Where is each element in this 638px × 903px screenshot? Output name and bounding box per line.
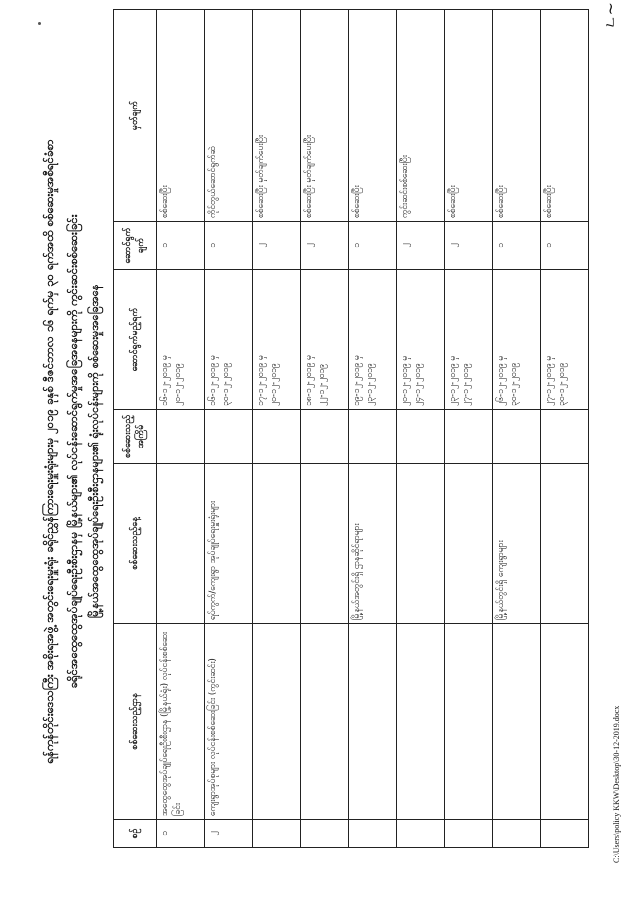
cell-date — [253, 464, 301, 624]
cell-dept — [397, 624, 445, 820]
cell-count-text: ၁ — [496, 243, 506, 248]
cell-dept — [349, 624, 397, 820]
cell-times — [349, 410, 397, 464]
cell-date — [397, 464, 445, 624]
cell-date — [445, 464, 493, 624]
cell-remark-text: စစ်ဆေးပြီး — [352, 185, 362, 218]
cell-schedule-text: ၁၆-၁၂-၂၀၁၉ မှ ၃၀-၁၂-၂၀၁၉ — [208, 355, 231, 406]
cell-date-text: ရပ်ကွက်/ကျေးရွာ အုပ်ချုပ်ရေးမှူးရုံးများ — [208, 500, 218, 620]
cell-dept — [301, 624, 349, 820]
table-row — [301, 10, 349, 848]
table-body — [157, 10, 589, 848]
col-header-dept: စစ်ဆေးသည့်ဌာန — [114, 624, 157, 820]
cell-schedule — [445, 270, 493, 410]
cell-no — [205, 820, 253, 848]
cell-dept-text: အထွေထွေအုပ်ချုပ်ရေးဦးစီးဌာန (မြို့နယ်ရုံး) လုပ်ငန်းစစ်ဆေးခြင်း — [160, 631, 183, 816]
cell-count — [205, 222, 253, 270]
cell-remark-text: စစ်ဆေးပြီး — [160, 185, 170, 218]
cell-count-text: ၂ — [256, 243, 266, 248]
cell-schedule — [301, 270, 349, 410]
cell-remark — [445, 10, 493, 222]
cell-remark — [253, 10, 301, 222]
col-header-count: ဆောင်ရွက်ချက် — [114, 222, 157, 270]
cell-remark — [397, 10, 445, 222]
cell-dept — [205, 624, 253, 820]
cell-times — [253, 410, 301, 464]
cell-schedule-text: ၁၇-၁၂-၂၀၁၉ မှ ၂၀-၁၂-၂၀၁၉ — [256, 355, 279, 406]
cell-no — [157, 820, 205, 848]
cell-remark-text: ကိုင်တွယ်ဆောင်ရွက်ဆဲ — [208, 146, 218, 218]
cell-schedule-text: ၁၉-၁၂-၂၀၁၉ မှ ၂၃-၁၂-၂၀၁၉ — [352, 355, 375, 406]
cell-no — [301, 820, 349, 848]
cell-remark — [541, 10, 589, 222]
table-row — [445, 10, 493, 848]
cell-no-text: ၂ — [208, 831, 218, 836]
cell-remark-text: စစ်ဆေးပြီး — [496, 185, 506, 218]
cell-date-text: မြို့နယ်အတွင်းရှိ ဌာနဆိုင်ရာများ — [352, 523, 362, 620]
col-header-date: စစ်ဆေးသည့်နေ့ — [114, 464, 157, 624]
cell-no — [397, 820, 445, 848]
table-row — [253, 10, 301, 848]
cell-times — [541, 410, 589, 464]
cell-schedule — [205, 270, 253, 410]
cell-no-text: ၁ — [160, 831, 170, 836]
table-row — [397, 10, 445, 848]
cell-count — [349, 222, 397, 270]
cell-schedule — [493, 270, 541, 410]
cell-dept — [445, 624, 493, 820]
cell-no — [253, 820, 301, 848]
cell-dept — [253, 624, 301, 820]
cell-date — [349, 464, 397, 624]
cell-no — [541, 820, 589, 848]
cell-remark — [301, 10, 349, 222]
col-header-remark: မှတ်ချက် — [114, 10, 157, 222]
cell-remark-text: ကွင်းဆင်းစစ်ဆေးပြီး — [400, 155, 410, 218]
table-row — [493, 10, 541, 848]
cell-remark — [349, 10, 397, 222]
report-title: ရန်ကုန်တိုင်းဒေသကြီး အစိုးရအဖွဲ့ အတွင်းရေးမှူးရုံး ခရိုင်ညွှန်ကြားရေးမှူးရုံးများမှ ၂၀၁၉ ခုနှစ် ဒီဇင်ဘာလ ၁၆ ရက်မှ ၃၀ ရက်အထိ စစ်ဆေးမှုအစီရင်ခံစာ — [42, 139, 56, 764]
cell-times — [301, 410, 349, 464]
cell-schedule-text: ၂၇-၁၂-၂၀၁၉ မှ ၃၀-၁၂-၂၀၁၉ — [544, 355, 567, 406]
cell-schedule — [541, 270, 589, 410]
cell-dept — [157, 624, 205, 820]
cell-remark-text: စစ်ဆေးပြီး — [544, 185, 554, 218]
cell-count-text: ၂ — [400, 243, 410, 248]
cell-count — [253, 222, 301, 270]
col-header-times: စစ်ဆေးသည့်အကြိမ် — [114, 410, 157, 464]
cell-date — [301, 464, 349, 624]
cell-no — [349, 820, 397, 848]
scan-speck — [38, 22, 41, 25]
cell-count-text: ၂ — [448, 243, 458, 248]
report-section-title: မြို့နယ်အထွေထွေအုပ်ချုပ်ရေးဦးစီးဌာနများ၏ ရုံးလုပ်ငန်းများကို စစ်ဆေးမှုအခြေအနေ — [88, 284, 101, 619]
cell-remark — [205, 10, 253, 222]
inspection-table — [113, 9, 589, 848]
cell-count-text: ၁ — [160, 243, 170, 248]
cell-count — [397, 222, 445, 270]
col-header-schedule: ဆောင်ရွက်မည့်ရက် — [114, 270, 157, 410]
cell-date — [493, 464, 541, 624]
cell-remark-text: စစ်ဆေးပြီး မှတ်ချက်ပေးပြီး — [304, 135, 314, 218]
cell-schedule — [397, 270, 445, 410]
cell-count — [301, 222, 349, 270]
cell-schedule — [157, 270, 205, 410]
cell-no — [493, 820, 541, 848]
cell-remark-text: စစ်ဆေးပြီး — [448, 185, 458, 218]
cell-dept-text: ကျေးရွာအုပ်စုများ လုပ်ငန်းစစ်ဆေးခြင်း (ကွင်းဆင်း) — [208, 658, 218, 816]
cell-schedule-text: ၁၆-၁၂-၂၀၁၉ မှ ၂၀-၁၂-၂၀၁၉ — [160, 355, 183, 406]
cell-schedule — [253, 270, 301, 410]
cell-times — [205, 410, 253, 464]
cell-count-text: ၁ — [544, 243, 554, 248]
col-header-no: စဉ် — [114, 820, 157, 848]
cell-count — [445, 222, 493, 270]
cell-no — [445, 820, 493, 848]
cell-schedule-text: ၁၈-၁၂-၂၀၁၉ မှ ၂၂-၁၂-၂၀၁၉ — [304, 355, 327, 406]
cell-date — [157, 464, 205, 624]
table-header-row — [114, 10, 157, 848]
cell-schedule — [349, 270, 397, 410]
cell-count-text: ၁ — [208, 243, 218, 248]
cell-schedule-text: ၂၀-၁၂-၂၀၁၉ မှ ၂၄-၁၂-၂၀၁၉ — [400, 355, 423, 406]
table-row — [349, 10, 397, 848]
cell-remark — [493, 10, 541, 222]
cell-remark-text: စစ်ဆေးပြီး မှတ်ချက်ပေးပြီး — [256, 135, 266, 218]
cell-dept — [493, 624, 541, 820]
table-row — [541, 10, 589, 848]
cell-dept — [541, 624, 589, 820]
cell-remark — [157, 10, 205, 222]
cell-count — [157, 222, 205, 270]
cell-count-text: ၂ — [304, 243, 314, 248]
cell-count — [541, 222, 589, 270]
cell-times — [445, 410, 493, 464]
cell-date — [205, 464, 253, 624]
file-path-footer: C:\Users\policy KKW\Desktop\30-12-2019.docx — [612, 705, 621, 863]
report-subtitle: ခရိုင်အထွေထွေအုပ်ချုပ်ရေးဦးစီးဌာနမှ မြို့နယ်များ၏ လုပ်ငန်းဆောင်ရွက်မှုအခြေအနေများကို ကွင်းဆင်းစစ်ဆေးခြင်း — [66, 214, 80, 689]
cell-date-text: မြို့နယ်တွင်းရှိ ကျေးရွာများ — [496, 540, 506, 620]
cell-count-text: ၁ — [352, 243, 362, 248]
cell-date — [541, 464, 589, 624]
table-row — [205, 10, 253, 848]
cell-times — [397, 410, 445, 464]
signature: ㄴ~ — [601, 2, 620, 31]
table-row — [157, 10, 205, 848]
cell-schedule-text: ၂၆-၁၂-၂၀၁၉ မှ ၃၀-၁၂-၂၀၁၉ — [496, 355, 519, 406]
cell-count — [493, 222, 541, 270]
cell-times — [157, 410, 205, 464]
cell-schedule-text: ၂၃-၁၂-၂၀၁၉ မှ ၂၇-၁၂-၂၀၁၉ — [448, 355, 471, 406]
cell-times — [493, 410, 541, 464]
